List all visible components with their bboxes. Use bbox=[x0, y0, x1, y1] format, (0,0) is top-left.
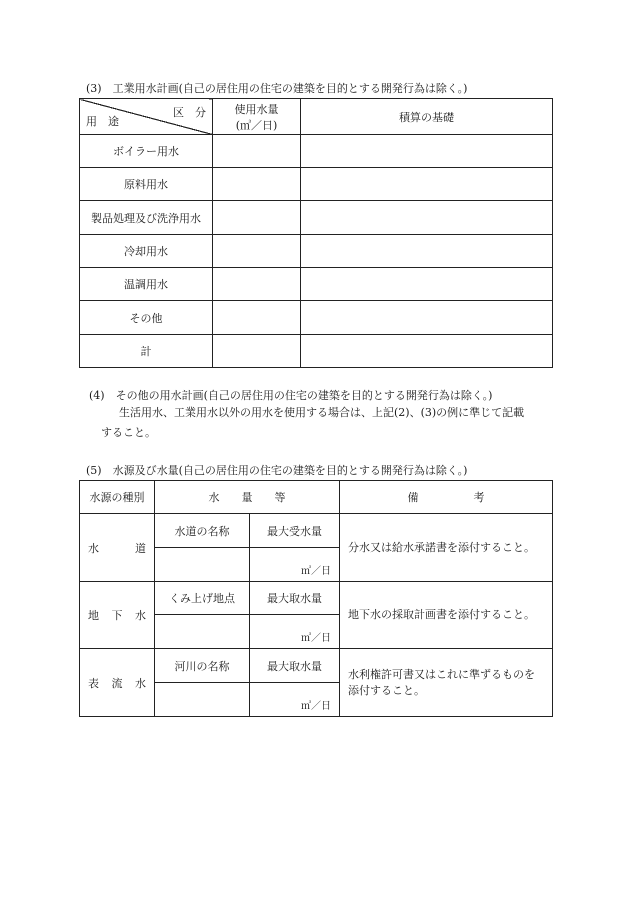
industrial-water-table bbox=[79, 98, 553, 368]
source-type-waterworks bbox=[80, 514, 155, 582]
basis-cell-cooling[interactable] bbox=[301, 235, 553, 268]
unit-label: ㎥／日 bbox=[301, 566, 331, 577]
source-type-char: 地 bbox=[88, 609, 99, 622]
max-intake-amount-label: 最大取水量 bbox=[250, 582, 340, 615]
usage-header-label: 用 途 bbox=[86, 115, 119, 128]
source-type-char: 下 bbox=[111, 609, 123, 622]
source-type-char: 水 bbox=[88, 541, 99, 555]
category-usage-header-cell bbox=[80, 99, 213, 135]
water-amount-header: 水 量 等 bbox=[155, 481, 340, 514]
usage-cell-boiler[interactable] bbox=[213, 135, 301, 168]
usage-cell-cooling[interactable] bbox=[213, 235, 301, 268]
source-type-char: 水 bbox=[135, 676, 146, 690]
row-label-cooling: 冷却用水 bbox=[80, 235, 213, 268]
water-usage-header-line1: 使用水量 bbox=[234, 102, 279, 116]
remark-groundwater: 地下水の採取計画書を添付すること。 bbox=[340, 582, 553, 649]
source-type-char: 表 bbox=[88, 676, 99, 690]
section4-heading: (4) その他の用水計画(自己の居住用の住宅の建築を目的とする開発行為は除く。) bbox=[89, 389, 493, 402]
waterworks-name-value[interactable] bbox=[155, 548, 250, 582]
section4-body-line2: すること。 bbox=[101, 426, 156, 439]
source-type-char: 流 bbox=[111, 676, 123, 690]
source-type-groundwater bbox=[80, 582, 155, 649]
surface-water-amount-value[interactable] bbox=[250, 683, 340, 717]
section5-heading: (5) 水源及び水量(自己の居住用の住宅の建築を目的とする開発行為は除く。) bbox=[86, 464, 468, 477]
source-type-char: 水 bbox=[135, 609, 146, 622]
unit-label: ㎥／日 bbox=[301, 701, 331, 712]
river-name-label: 河川の名称 bbox=[155, 649, 250, 683]
row-label-total: 計 bbox=[80, 335, 213, 368]
usage-cell-product-processing[interactable] bbox=[213, 201, 301, 235]
calculation-basis-header: 積算の基礎 bbox=[301, 99, 553, 135]
water-source-table bbox=[79, 480, 553, 717]
basis-cell-product-processing[interactable] bbox=[301, 201, 553, 235]
remark-surface-water: 水利権許可書又はこれに準ずるものを添付すること。 bbox=[340, 649, 553, 717]
basis-cell-total[interactable] bbox=[301, 335, 553, 368]
row-label-boiler: ボイラー用水 bbox=[80, 135, 213, 168]
section4-body-line1: 生活用水、工業用水以外の用水を使用する場合は、上記(2)、(3)の例に準じて記載 bbox=[119, 406, 525, 419]
pumping-point-label: くみ上げ地点 bbox=[155, 582, 250, 615]
section3-heading: (3) 工業用水計画(自己の居住用の住宅の建築を目的とする開発行為は除く。) bbox=[86, 82, 468, 95]
max-intake-amount-label: 最大取水量 bbox=[250, 649, 340, 683]
usage-cell-other[interactable] bbox=[213, 301, 301, 335]
max-received-amount-label: 最大受水量 bbox=[250, 514, 340, 548]
source-type-char: 道 bbox=[135, 541, 146, 555]
river-name-value[interactable] bbox=[155, 683, 250, 717]
remarks-header: 備 考 bbox=[340, 481, 553, 514]
usage-cell-total[interactable] bbox=[213, 335, 301, 368]
usage-cell-raw-material[interactable] bbox=[213, 168, 301, 201]
row-label-product-processing: 製品処理及び洗浄用水 bbox=[80, 201, 213, 235]
basis-cell-other[interactable] bbox=[301, 301, 553, 335]
unit-label: ㎥／日 bbox=[301, 633, 331, 644]
groundwater-amount-value[interactable] bbox=[250, 615, 340, 649]
basis-cell-raw-material[interactable] bbox=[301, 168, 553, 201]
row-label-other: その他 bbox=[80, 301, 213, 335]
category-header-label: 区 分 bbox=[173, 106, 206, 119]
waterworks-amount-value[interactable] bbox=[250, 548, 340, 582]
pumping-point-value[interactable] bbox=[155, 615, 250, 649]
source-type-header: 水源の種別 bbox=[80, 481, 155, 514]
source-type-surface-water bbox=[80, 649, 155, 717]
row-label-temperature-control: 温調用水 bbox=[80, 268, 213, 301]
row-label-raw-material: 原料用水 bbox=[80, 168, 213, 201]
basis-cell-temperature-control[interactable] bbox=[301, 268, 553, 301]
water-usage-header bbox=[213, 99, 301, 135]
remark-waterworks: 分水又は給水承諾書を添付すること。 bbox=[340, 514, 553, 582]
waterworks-name-label: 水道の名称 bbox=[155, 514, 250, 548]
usage-cell-temperature-control[interactable] bbox=[213, 268, 301, 301]
water-usage-header-line2: (㎥／日) bbox=[235, 118, 278, 132]
basis-cell-boiler[interactable] bbox=[301, 135, 553, 168]
